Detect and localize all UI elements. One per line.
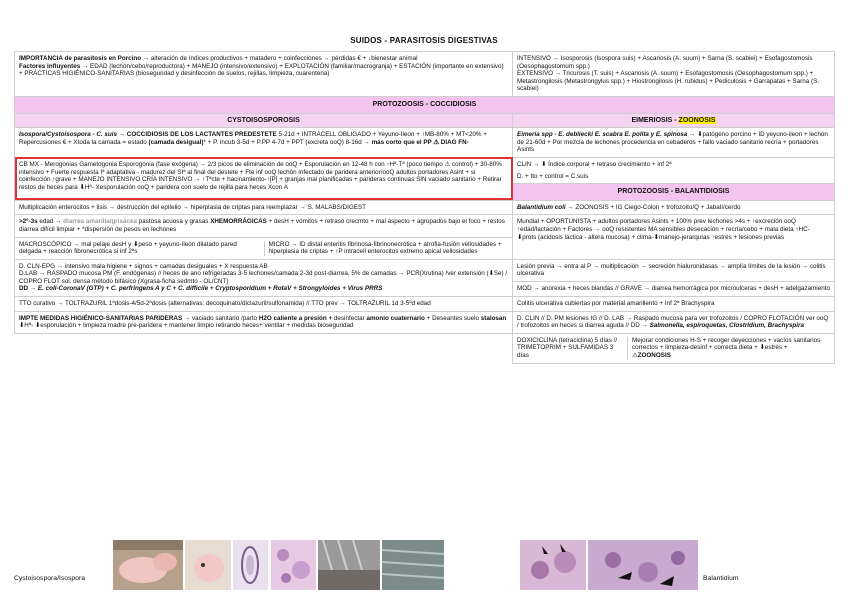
impte-t2: desinfectar xyxy=(332,314,367,322)
histology-micrograph xyxy=(271,540,316,590)
factores-heading: Factores influyentes xyxy=(19,62,81,70)
balant-mejorar xyxy=(627,337,830,360)
importancia-cell xyxy=(15,52,513,97)
multiplicacion-cell: Multiplicación enterocitos + lisis → destrucción del epitelio → hiperplasia de criptas para reemplazar → S. MALABS/DIGEST xyxy=(15,200,513,215)
importancia-text: → alteración de índices productivos + matadero + coinfecciones → pérdidas € + ↓bienestar animal xyxy=(141,55,418,62)
balant-tto-text: DOXICICLINA (tetraciclina) 5 días // TRIMETOPRIM + SULFAMIDAS 3 días xyxy=(517,336,618,360)
diarrea-bold: XHEMORRÁGICAS xyxy=(210,218,267,226)
farrowing-pen-photo xyxy=(318,540,380,590)
cysto-species: Isospora/Cystoisospora - C. suis xyxy=(19,131,117,139)
impte-t4: ⬇Hª- ⬇esporulación + limpieza madre pre-paridera + mantener limpio retirando heces+ ventilar + medidas bioseguridad xyxy=(19,322,354,330)
balantidium-micrograph xyxy=(588,540,698,590)
diarrea-t3: + desH + vómitos + retraso crecmto + mal aspecto + agrupados bajo el foco + restos diarrea difícil limpiar + *dispersión de pesos en lechones xyxy=(19,218,505,233)
cysto-rest: 5-21d + INTRACELL OBLIGADO + Yeyuno-Ileon + ↑MB-80% + MT<20% + Repercusiones € + Xtoda la camada = estado xyxy=(19,131,487,146)
importancia-heading: IMPORTANCIA de parasitosis en Porcino xyxy=(19,55,142,62)
micro-text: MICRO → ID distal enteritis fibrinosa-fibrinonecrótica + atrofia-fusión vellosidades + hiperplasia de criptas + ↑P intracell enterocitos extremo apical vellosidades xyxy=(264,241,509,256)
image-strip xyxy=(0,540,848,600)
balant-tto-cell xyxy=(513,333,835,363)
balantidium-histology xyxy=(520,540,586,590)
balant-rest: → ZOONOSIS + IG Ciego-Colon + trofozoito/Q + Jabalí/cerdo xyxy=(565,203,741,211)
diarrea-t2: pastosa acuosa y grasas xyxy=(137,218,211,226)
page-title: SUIDOS - PARASITOSIS DIGESTIVAS xyxy=(350,36,498,45)
oocyst-micrograph xyxy=(233,540,268,590)
impte-t3: + Deseantes suelo xyxy=(424,314,481,322)
dclin-cell xyxy=(15,259,513,296)
dclin-text: D. CLN-EPG → intensivo mala higiene + signos + camadas desiguales + X respuesta AB D.LAB → RASPADO mucosa PM (F. endógenas) // heces de ano refrigeradas 3-5 lechones/camada 2-3d post-diarrea, 5% de camadas → PCR(Xrutina) /ver extensión (⬇Se) / COPRO FLOT sol. densa método bifásico (Xgrasa-ficha sedmto - OL/CNT) xyxy=(19,262,508,285)
impte-bold3: amonio cuaternario xyxy=(366,314,425,322)
diarrea-lead: >2º-3s xyxy=(19,218,38,226)
zoonosis-highlight: ZOONOSIS xyxy=(678,116,716,124)
tto-cell: TTO curativo → TOLTRAZURIL 1ªdosis-4/5d-2ªdosis (alternativas: decoquinato/diclazuril/sulfonamida) // TTO prev → TOLTRAZURIL 1d 3-5ºd edad xyxy=(15,297,513,312)
eimeria-rest: → ⬇patógeno porcino + ID yeyuno-ileon + lechón de 21-60d + Por mezcla de lechones procedencia en cebaderos + fallo vaciado sanitario recría + portadores Asints xyxy=(517,131,828,154)
dd-lead: DD → xyxy=(19,285,38,293)
caption-balantidium: Balantidium xyxy=(703,575,739,582)
dd-text: E. coli-CoronaV (GTP) + C. perfringens A y C + C. difficile + Cryptosporidium + RotaV + Strongyloides + Virus PRRS xyxy=(37,285,383,293)
diarrea-grey: diarrea amarilla/grisácea xyxy=(63,218,138,226)
cysto-camada: (camada desigual) xyxy=(148,138,204,146)
balant-dclin-cell xyxy=(513,311,835,333)
balant-main-cell xyxy=(513,200,835,215)
macro-text: MACROSCÓPICO → mal pelaje desH y ⬇peso + yeyuno-íleon dilatado pared delgada + reacción fibronecrótica si inf 2ªs xyxy=(19,240,237,256)
main-table xyxy=(14,51,835,364)
diarrea-cell xyxy=(15,215,513,237)
balant-dd-italic: Salmonella, espiroquetas, Clostridium, Brachyspira xyxy=(649,322,804,330)
balant-mod-cell: MOD → anorexia + heces blandas // GRAVE → diarrea hemorrágica por microulceras + desH + adelgazamiento xyxy=(513,282,835,297)
impte-t1: → vaciado sanitario /parto xyxy=(182,314,259,322)
balant-lesion-cell: Lesión previa → entra al P → multiplicación → secreción hialuronidasas → amplía límites de la lesión → colitis ulcerativa xyxy=(513,259,835,282)
piglet-photo xyxy=(185,540,231,590)
diarrea-t1: edad → xyxy=(37,218,64,226)
balant-mejorar-text: Mejorar condiciones H-S + recoger deyecciones + vacíos sanitarios correctos + limpieza-desinf + correcta dieta + ⬇estrés + ⚠ xyxy=(632,336,821,360)
eimeriosis-label: EIMERIOSIS - xyxy=(631,116,679,124)
piglets-photo xyxy=(113,540,183,590)
macro-micro-cell xyxy=(15,237,513,259)
balant-zoonosis: ZOONOSIS xyxy=(637,352,671,360)
empty-cell xyxy=(15,333,513,363)
impte-bold2: H2O caliente a presión + xyxy=(258,314,333,322)
cysto-bold: → COCCIDIOSIS DE LOS LACTANTES PREDESTETE xyxy=(116,131,277,139)
balant-colitis-cell: Colitis ulcerativa cubiertas por material amarillento + Inf 2ª Brachyspira xyxy=(513,297,835,312)
protozoosis-balantidiosis-header: PROTOZOOSIS - BALANTIDIOSIS xyxy=(513,184,835,201)
cysto-ciclo-box: CB MX - Merogonias Gametogonia Esporogonia (fase exógena) → 2/3 picos de eliminación de ooQ + Esporulación en 12-48 h con ↑Hª-Tª (poco tiempo ⚠ control) + 30-80% intensivo + Fuerte respuesta Iª adaptativa - madurez del SIª al final del destete + Fte inf ooQ lechón infectado de paridera anterior/ooQ adultos portadores Asint + si coinfección ↑grave + MANEJO INTENSIVO CRÍA INTENSIVO → ↑Tªcte + hacinamiento-↑[P] + granjas mal planificadas + parideras continuas SIN vaciado sanitario + Retirar restos de heces para ⬇Hª- Xesporulación ooQ + paridera con suelo de rejilla para heces Xcon A xyxy=(15,157,513,200)
eimeria-species: Eimeria spp - E. debliecki E. scabra E. polita y E. spinosa xyxy=(517,131,688,139)
eimeria-clin-diag-cell xyxy=(513,157,835,183)
cysto-mas-corto: más corto que el PP ⚠ DIAG FN- xyxy=(371,138,469,146)
document-sheet xyxy=(14,30,834,364)
balant-species: Balantidium coli xyxy=(517,203,566,211)
cysto-main-cell xyxy=(15,128,513,158)
cysto-rest2: * + P. incub 3-5d + P.PP 4-7d + PPT (excreta ooQ) 8-16d → xyxy=(203,138,372,146)
impte-bold: IMPTE MEDIDAS HIGIÉNICO-SANITARIAS PARIDERAS xyxy=(19,314,183,322)
impte-bold4: stalosan xyxy=(480,314,507,322)
balant-dclin-text: D. CLIN // D. PM lesiones IG // D. LAB → Raspado mucosa para ver trofozoitos / COPRO FLOTACIÓN ver ooQ / trofozoitos en heces si diarrea aguda // DD → xyxy=(517,314,829,330)
eimeria-clin: CLIN → ⬇ Índice corporal + retraso crecimiento + inf 2ª xyxy=(517,160,672,168)
balant-mundial-cell: Mundial + OPORTUNISTA + adultos portadores Asints + 100% prev lechones >4s + ↑excreción ooQ ↑edad/lactación + Factores → ooQ resistentes MA sensibles desecación + recría/cebo + mala dieta ↑HC- ⬇prots (acidosis láctica - altera mucosa) + clima-⬇manejo-jerarquías ↑estrés + lesiones previas xyxy=(513,215,835,259)
intensivo-extensivo-cell: INTENSIVO → Isosporosis (Isospora suis) + Ascariosis (A. suum) + Sarna (S. scabiei) + Esofagostomosis (Oesophagostomum spp.) EXTENSIVO → Tricurosis (T. suis) + Ascariosis (A. suum) + Esofagostomosis (Oesophagostomum spp.) + Metastrongilosis (Metastrongylus spp.) + Hiostrongilosis (H. rubidus) + Pediculosis + Garrapatas + Sarna (S. scabiei) xyxy=(513,52,835,97)
eimeriosis-header xyxy=(513,113,835,128)
protozoosis-coccidiosis-header: PROTOZOOSIS - COCCIDIOSIS xyxy=(15,96,835,113)
impte-cell xyxy=(15,311,513,333)
factores-text: → EDAD (lechón/cebo/reproductora) + MANEJO (intensivo/extensivo) + EXPLOTACIÓN (familiar/macrogranja) + ESTACIÓN (importante en extensivo) + PRÁCTICAS HIGIÉNICO-SANITARIAS (bioseguridad y desinfección de suelos, rejillas, limpieza, cuarentena) xyxy=(19,62,504,78)
caption-cystoisospora: Cystoisospora/Isospora xyxy=(14,575,86,582)
pen-floor-photo xyxy=(382,540,444,590)
cystoisosporosis-header: CYSTOISOSPOROSIS xyxy=(15,113,513,128)
eimeria-main-cell xyxy=(513,128,835,158)
eimeria-diag: D. + tto + control = C.suis xyxy=(517,172,589,180)
